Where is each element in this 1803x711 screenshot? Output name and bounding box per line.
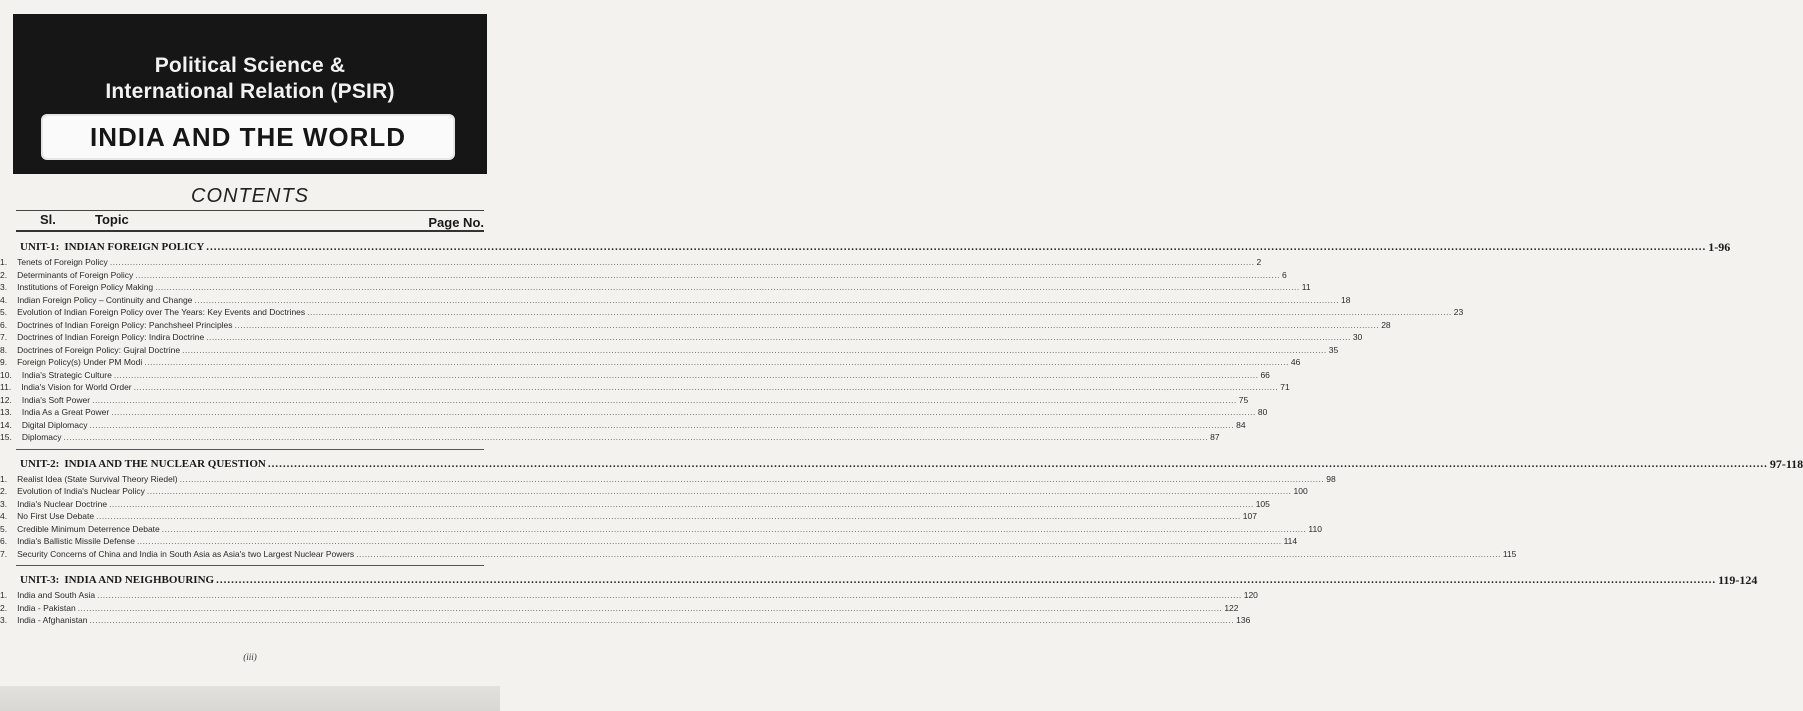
- leader-dots: ................................................................................................................................................................................................................................................................................................................................................................................................................: [109, 498, 1254, 509]
- unit-title: INDIA AND NEIGHBOURING: [64, 574, 215, 586]
- item-page: 107: [1242, 511, 1257, 521]
- item-topic: India's Ballistic Missile Defense: [17, 536, 135, 546]
- unit-page-range: 1-96: [1708, 240, 1731, 254]
- toc-item[interactable]: [0, 548, 1517, 561]
- item-topic: Diplomacy: [21, 432, 62, 442]
- column-header-sl: Sl.: [40, 212, 56, 227]
- column-header-page: Page No.: [428, 215, 484, 230]
- unit-page-range: 97-118: [1769, 456, 1803, 471]
- leader-dots: ................................................................................................................................................................................................................................................................................................................................................................................................................: [206, 241, 1707, 253]
- subject-title-line2: International Relation (PSIR): [105, 80, 395, 103]
- item-page: 105: [1255, 498, 1270, 509]
- item-topic: India's Soft Power: [21, 394, 91, 405]
- toc-unit: [0, 456, 1803, 567]
- item-number: 1.: [0, 257, 8, 267]
- item-number: 3.: [0, 615, 8, 625]
- item-page: 100: [1293, 486, 1308, 496]
- item-topic: Evolution of Indian Foreign Policy over The Years: Key Events and Doctrines: [17, 307, 306, 317]
- item-number: 6.: [0, 319, 8, 330]
- item-number: 6.: [0, 536, 8, 546]
- item-number: 12.: [0, 394, 12, 405]
- item-page: 6: [1281, 269, 1287, 280]
- item-number: 2.: [0, 602, 8, 613]
- unit-code: UNIT-1:: [20, 241, 60, 253]
- leader-dots: ................................................................................................................................................................................................................................................................................................................................................................................................................: [216, 574, 1717, 586]
- subject-title-line1: Political Science &: [154, 54, 346, 77]
- item-topic: Doctrines of Indian Foreign Policy: Panchsheel Principles: [17, 319, 233, 330]
- item-topic: Indian Foreign Policy – Continuity and Change: [17, 294, 193, 305]
- toc-item[interactable]: [0, 294, 1351, 307]
- leader-dots: ................................................................................................................................................................................................................................................................................................................................................................................................................: [144, 357, 1289, 367]
- unit-code: UNIT-2:: [20, 457, 60, 470]
- toc-item[interactable]: [0, 344, 1339, 357]
- toc-item[interactable]: [0, 498, 1270, 511]
- leader-dots: ................................................................................................................................................................................................................................................................................................................................................................................................................: [96, 511, 1241, 521]
- leader-dots: ................................................................................................................................................................................................................................................................................................................................................................................................................: [267, 457, 1768, 470]
- header-rule-bottom: [16, 230, 484, 232]
- leader-dots: ................................................................................................................................................................................................................................................................................................................................................................................................................: [182, 344, 1327, 355]
- toc-item[interactable]: [0, 510, 1257, 523]
- item-topic: Evolution of India's Nuclear Policy: [17, 486, 145, 496]
- item-number: 8.: [0, 344, 8, 355]
- toc-item[interactable]: [0, 485, 1308, 498]
- item-topic: Doctrines of Foreign Policy: Gujral Doctrine: [17, 344, 181, 355]
- unit-title: INDIAN FOREIGN POLICY: [64, 241, 205, 253]
- item-page: 28: [1381, 319, 1391, 330]
- item-number: 2.: [0, 486, 8, 496]
- unit-heading[interactable]: [0, 239, 1731, 256]
- item-topic: Credible Minimum Deterrence Debate: [17, 523, 160, 534]
- item-page: 87: [1210, 432, 1220, 442]
- toc-item[interactable]: [0, 306, 1464, 319]
- leader-dots: ................................................................................................................................................................................................................................................................................................................................................................................................................: [146, 486, 1292, 496]
- leader-dots: ................................................................................................................................................................................................................................................................................................................................................................................................................: [206, 332, 1351, 342]
- book-title-box: [41, 114, 455, 160]
- item-topic: Foreign Policy(s) Under PM Modi: [17, 357, 143, 367]
- item-topic: Realist Idea (State Survival Theory Riedel): [17, 473, 178, 484]
- item-page: 80: [1257, 407, 1268, 417]
- toc-unit: [0, 572, 1758, 627]
- item-page: 84: [1236, 419, 1246, 430]
- leader-dots: ................................................................................................................................................................................................................................................................................................................................................................................................................: [97, 590, 1242, 600]
- item-number: 5.: [0, 523, 8, 534]
- item-page: 71: [1280, 382, 1290, 392]
- toc-item[interactable]: [0, 281, 1311, 294]
- item-page: 110: [1308, 523, 1322, 534]
- header-banner: [13, 14, 487, 174]
- item-topic: Security Concerns of China and India in South Asia as Asia's two Largest Nuclear Powers: [17, 548, 355, 559]
- leader-dots: ................................................................................................................................................................................................................................................................................................................................................................................................................: [135, 269, 1280, 280]
- item-page: 18: [1341, 294, 1351, 305]
- leader-dots: ................................................................................................................................................................................................................................................................................................................................................................................................................: [89, 615, 1235, 625]
- leader-dots: ................................................................................................................................................................................................................................................................................................................................................................................................................: [155, 282, 1300, 292]
- item-page: 114: [1283, 536, 1298, 546]
- item-topic: India - Pakistan: [17, 602, 76, 613]
- leader-dots: ................................................................................................................................................................................................................................................................................................................................................................................................................: [307, 307, 1452, 317]
- item-page: 2: [1256, 257, 1262, 267]
- item-number: 10.: [0, 369, 12, 380]
- item-number: 2.: [0, 269, 8, 280]
- item-page: 11: [1301, 282, 1311, 292]
- item-number: 7.: [0, 332, 8, 342]
- item-page: 98: [1326, 473, 1336, 484]
- item-page: 30: [1352, 332, 1363, 342]
- item-number: 4.: [0, 294, 8, 305]
- item-page: 75: [1238, 394, 1249, 405]
- toc-item[interactable]: [0, 614, 1251, 627]
- toc-item[interactable]: [0, 319, 1391, 332]
- item-page: 136: [1236, 615, 1251, 625]
- leader-dots: ................................................................................................................................................................................................................................................................................................................................................................................................................: [234, 319, 1380, 330]
- item-topic: Institutions of Foreign Policy Making: [17, 282, 154, 292]
- item-topic: India's Nuclear Doctrine: [17, 498, 108, 509]
- unit-divider: [16, 565, 484, 566]
- item-topic: No First Use Debate: [17, 511, 95, 521]
- leader-dots: ................................................................................................................................................................................................................................................................................................................................................................................................................: [133, 382, 1279, 392]
- item-page: 122: [1224, 602, 1239, 613]
- leader-dots: ................................................................................................................................................................................................................................................................................................................................................................................................................: [136, 536, 1282, 546]
- item-topic: India - Afghanistan: [17, 615, 88, 625]
- item-number: 9.: [0, 357, 8, 367]
- item-number: 3.: [0, 498, 8, 509]
- item-number: 15.: [0, 432, 12, 442]
- leader-dots: ................................................................................................................................................................................................................................................................................................................................................................................................................: [77, 602, 1223, 613]
- toc-item[interactable]: [0, 523, 1322, 536]
- item-topic: India's Strategic Culture: [21, 369, 112, 380]
- leader-dots: ................................................................................................................................................................................................................................................................................................................................................................................................................: [179, 473, 1325, 484]
- item-page: 23: [1453, 307, 1464, 317]
- item-page: 115: [1502, 548, 1517, 559]
- item-topic: Doctrines of Indian Foreign Policy: Indira Doctrine: [17, 332, 205, 342]
- item-number: 14.: [0, 419, 12, 430]
- leader-dots: ................................................................................................................................................................................................................................................................................................................................................................................................................: [356, 548, 1501, 559]
- toc-item[interactable]: [0, 381, 1290, 394]
- item-topic: Digital Diplomacy: [21, 419, 88, 430]
- item-number: 4.: [0, 511, 8, 521]
- item-page: 120: [1243, 590, 1258, 600]
- leader-dots: ................................................................................................................................................................................................................................................................................................................................................................................................................: [113, 369, 1259, 380]
- item-topic: India's Vision for World Order: [21, 382, 132, 392]
- page-number: (iii): [243, 652, 257, 662]
- toc-item[interactable]: [0, 473, 1336, 486]
- toc-item[interactable]: [0, 331, 1363, 344]
- leader-dots: ................................................................................................................................................................................................................................................................................................................................................................................................................: [194, 294, 1340, 305]
- item-page: 46: [1290, 357, 1301, 367]
- leader-dots: ................................................................................................................................................................................................................................................................................................................................................................................................................: [89, 419, 1235, 430]
- leader-dots: ................................................................................................................................................................................................................................................................................................................................................................................................................: [92, 394, 1237, 405]
- item-page: 66: [1260, 369, 1270, 380]
- unit-code: UNIT-3:: [20, 574, 60, 586]
- table-of-contents: [0, 233, 1803, 627]
- item-topic: Determinants of Foreign Policy: [17, 269, 134, 280]
- item-number: 11.: [0, 382, 12, 392]
- item-number: 1.: [0, 590, 8, 600]
- toc-item[interactable]: [0, 431, 1220, 444]
- toc-item[interactable]: [0, 256, 1262, 269]
- unit-page-range: 119-124: [1718, 573, 1758, 587]
- book-title: INDIA AND THE WORLD: [89, 121, 407, 152]
- toc-item[interactable]: [0, 369, 1270, 382]
- toc-item[interactable]: [0, 394, 1249, 407]
- contents-heading: CONTENTS: [191, 185, 309, 207]
- item-topic: Tenets of Foreign Policy: [17, 257, 108, 267]
- item-number: 1.: [0, 473, 8, 484]
- toc-item[interactable]: [0, 589, 1258, 602]
- toc-item[interactable]: [0, 535, 1298, 548]
- item-topic: India and South Asia: [17, 590, 96, 600]
- scan-bottom-edge: [0, 686, 500, 711]
- item-number: 7.: [0, 548, 8, 559]
- item-number: 5.: [0, 307, 8, 317]
- toc-item[interactable]: [0, 269, 1287, 282]
- leader-dots: ................................................................................................................................................................................................................................................................................................................................................................................................................: [161, 523, 1307, 534]
- item-number: 13.: [0, 407, 12, 417]
- toc-item[interactable]: [0, 419, 1246, 432]
- column-header-topic: Topic: [95, 212, 129, 227]
- unit-title: INDIA AND THE NUCLEAR QUESTION: [64, 457, 266, 470]
- leader-dots: ................................................................................................................................................................................................................................................................................................................................................................................................................: [63, 432, 1209, 442]
- unit-heading[interactable]: [0, 572, 1758, 589]
- item-page: 35: [1328, 344, 1339, 355]
- item-number: 3.: [0, 282, 8, 292]
- header-rule-top: [16, 210, 484, 211]
- unit-divider: [16, 449, 484, 450]
- toc-item[interactable]: [0, 602, 1239, 615]
- unit-heading[interactable]: [0, 456, 1803, 473]
- leader-dots: ................................................................................................................................................................................................................................................................................................................................................................................................................: [109, 257, 1255, 267]
- toc-item[interactable]: [0, 356, 1301, 369]
- item-topic: India As a Great Power: [21, 407, 110, 417]
- toc-item[interactable]: [0, 406, 1268, 419]
- toc-unit: [0, 239, 1731, 450]
- leader-dots: ................................................................................................................................................................................................................................................................................................................................................................................................................: [111, 407, 1256, 417]
